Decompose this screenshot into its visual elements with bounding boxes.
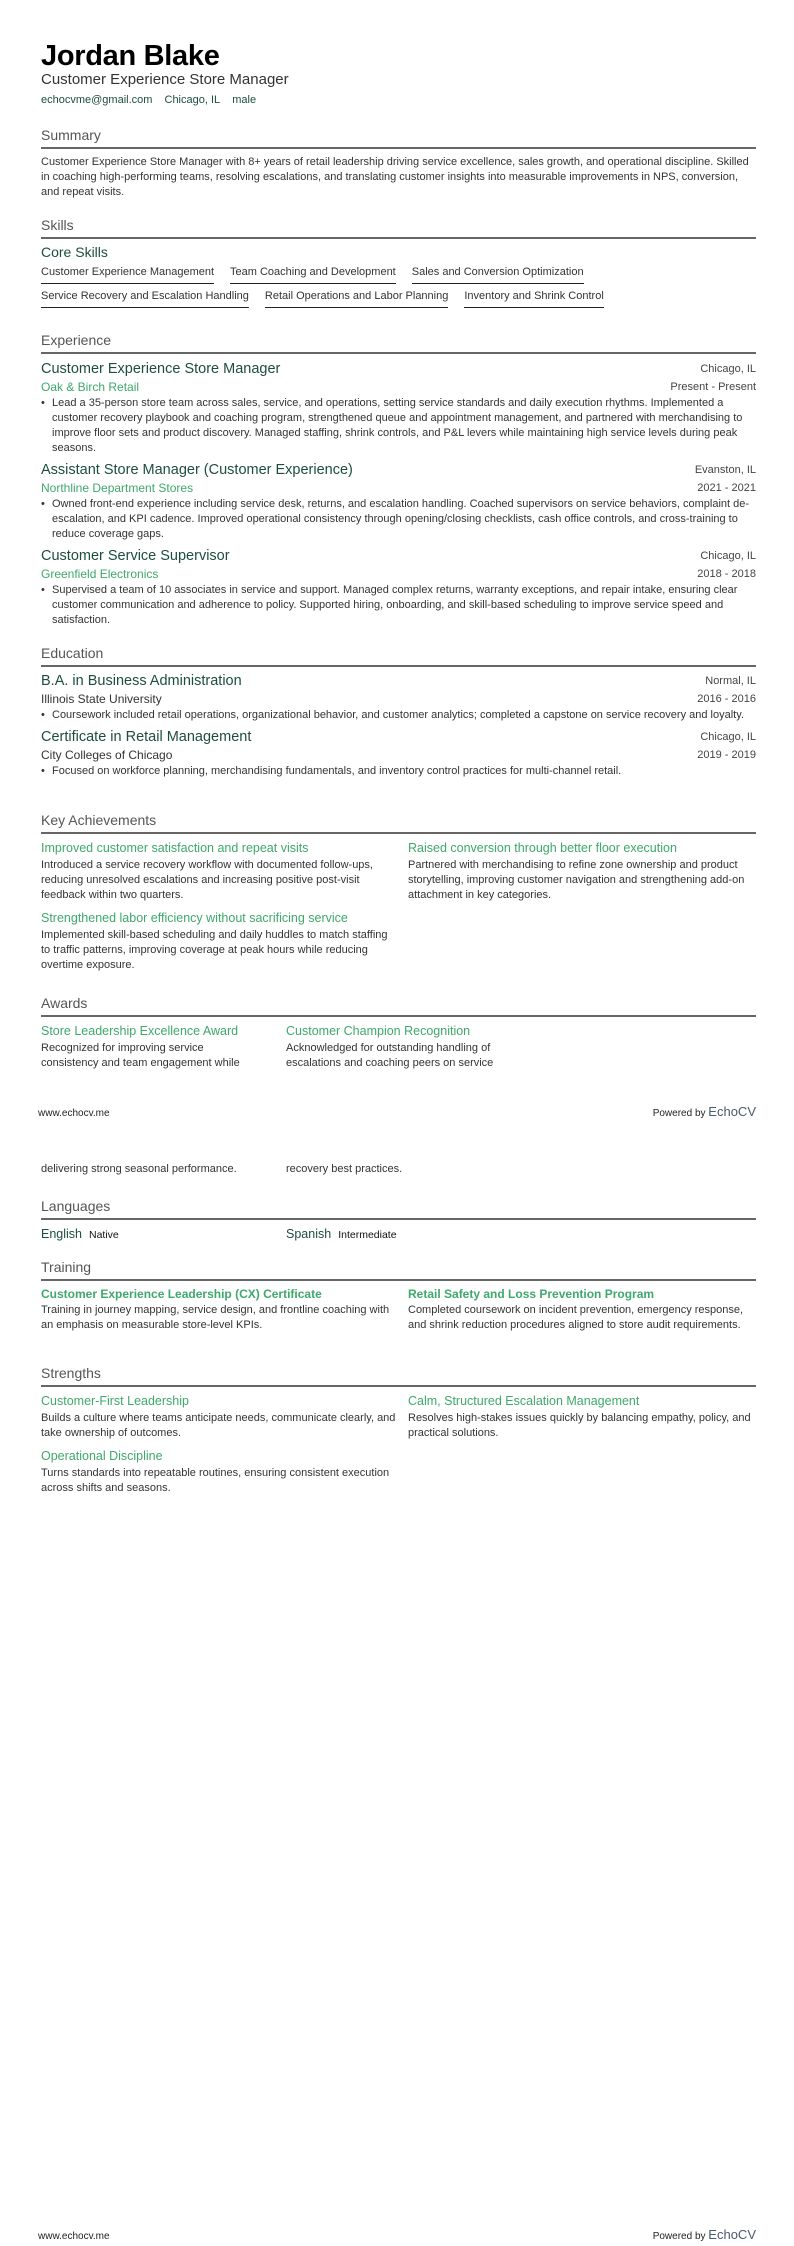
section-divider bbox=[41, 237, 756, 239]
achievements-list bbox=[41, 839, 756, 979]
language-level: Native bbox=[89, 1229, 119, 1241]
achievements-item bbox=[408, 839, 758, 909]
language-item bbox=[286, 1225, 531, 1243]
experience-company: Oak & Birch Retail bbox=[41, 380, 140, 394]
education-location: Normal, IL bbox=[705, 675, 756, 687]
skills-section bbox=[41, 216, 756, 308]
candidate-title: Customer Experience Store Manager bbox=[41, 71, 289, 88]
section-divider bbox=[41, 1015, 756, 1017]
languages-list bbox=[41, 1225, 756, 1243]
resume-page-2 bbox=[0, 1123, 794, 2246]
education-subheader bbox=[41, 690, 756, 708]
experience-entry bbox=[41, 360, 756, 456]
section-divider bbox=[41, 832, 756, 834]
footer-brand-logo: EchoCV bbox=[708, 2227, 756, 2242]
education-entry-header bbox=[41, 728, 756, 746]
experience-bullet: • Owned front-end experience including service desk, returns, and escalation handling. Coached supervisors on service behaviors, complaint de-escalation, and KPI cadence. Improved operational consistency through opening/closing checklists, cash office controls, and cross-training to reduce coverage gaps. bbox=[41, 497, 756, 542]
awards-continued bbox=[41, 1162, 756, 1183]
experience-dates: Present - Present bbox=[670, 381, 756, 393]
education-section bbox=[41, 644, 756, 784]
award-item bbox=[41, 1162, 256, 1183]
training-item-title: Customer Experience Leadership (CX) Certificate bbox=[41, 1287, 322, 1301]
achievements-section bbox=[41, 811, 756, 979]
education-dates: 2019 - 2019 bbox=[697, 749, 756, 761]
award-title: Customer Champion Recognition bbox=[286, 1024, 471, 1038]
education-list bbox=[41, 672, 756, 779]
strengths-item bbox=[408, 1392, 758, 1447]
skills-row bbox=[41, 290, 756, 308]
section-divider bbox=[41, 1218, 756, 1220]
awards-list bbox=[41, 1022, 756, 1077]
section-divider bbox=[41, 352, 756, 354]
experience-bullet: • Supervised a team of 10 associates in service and support. Managed complex returns, warranty exceptions, and repair intake, ensuring clear customer communication and adherence to policy. Supported hiring, onboarding, and skill-based scheduling to improve service speed and satisfaction. bbox=[41, 583, 756, 628]
section-heading: Summary bbox=[41, 127, 101, 143]
experience-entry-header bbox=[41, 461, 756, 479]
strengths-item-title: Calm, Structured Escalation Management bbox=[408, 1394, 640, 1408]
contact-line bbox=[41, 94, 756, 106]
achievements-item-text: Implemented skill-based scheduling and daily huddles to match staffing to traffic patterns, improving coverage at peak hours while reducing overtime exposure. bbox=[41, 929, 388, 971]
skill-tag: Service Recovery and Escalation Handling bbox=[41, 290, 249, 308]
skill-tag: Inventory and Shrink Control bbox=[464, 290, 603, 308]
education-location: Chicago, IL bbox=[700, 731, 756, 743]
experience-bullet: • Lead a 35-person store team across sales, service, and operations, setting service standards and daily execution rhythms. Implemented a customer recovery playbook and coaching program, strengthened queue and appointment management, and partnered with merchandising to improve floor sets and product discovery. Managed staffing, shrink controls, and P&L levers while maintaining high service levels during peak seasons. bbox=[41, 396, 756, 456]
footer-powered-by bbox=[653, 2227, 756, 2242]
experience-entry-header bbox=[41, 360, 756, 378]
experience-entry bbox=[41, 547, 756, 628]
training-item-text: Completed coursework on incident prevention, emergency response, and shrink reduction procedures aligned to store audit requirements. bbox=[408, 1304, 744, 1331]
strengths-item-title: Customer-First Leadership bbox=[41, 1394, 189, 1408]
experience-entry-header bbox=[41, 547, 756, 565]
education-bullet: • Coursework included retail operations, organizational behavior, and customer analytics; completed a capstone on service recovery and loyalty. bbox=[41, 708, 756, 723]
section-heading: Training bbox=[41, 1259, 92, 1275]
page-footer bbox=[38, 2227, 756, 2242]
footer-powered-by bbox=[653, 1104, 756, 1119]
award-text-continued: delivering strong seasonal performance. bbox=[41, 1163, 237, 1175]
training-item-text: Training in journey mapping, service design, and frontline coaching with an emphasis on measurable store-level KPIs. bbox=[41, 1304, 390, 1331]
skill-group-title: Core Skills bbox=[41, 244, 108, 260]
experience-title: Assistant Store Manager (Customer Experience) bbox=[41, 462, 353, 478]
strengths-item-text: Turns standards into repeatable routines, ensuring consistent execution across shifts and seasons. bbox=[41, 1467, 390, 1494]
achievements-item-text: Introduced a service recovery workflow with documented follow-ups, reducing unresolved escalations and increasing positive post-visit feedback within two quarters. bbox=[41, 859, 373, 901]
education-entry bbox=[41, 728, 756, 779]
language-name: English bbox=[41, 1227, 82, 1241]
contact-location: Chicago, IL bbox=[164, 94, 221, 106]
section-heading: Languages bbox=[41, 1198, 111, 1214]
section-divider bbox=[41, 1385, 756, 1387]
experience-subheader bbox=[41, 378, 756, 396]
experience-subheader bbox=[41, 565, 756, 583]
experience-dates: 2021 - 2021 bbox=[697, 482, 756, 494]
experience-list bbox=[41, 360, 756, 628]
languages-section bbox=[41, 1197, 756, 1243]
summary-section bbox=[41, 126, 756, 200]
training-section bbox=[41, 1258, 756, 1339]
achievements-item-title: Raised conversion through better floor execution bbox=[408, 841, 677, 855]
footer-site-link[interactable]: www.echocv.me bbox=[38, 2231, 110, 2242]
section-divider bbox=[41, 1279, 756, 1281]
education-bullet: • Focused on workforce planning, merchandising fundamentals, and inventory control practices for multi-channel retail. bbox=[41, 764, 756, 779]
experience-company: Northline Department Stores bbox=[41, 481, 194, 495]
powered-by-label: Powered by bbox=[652, 2231, 706, 2242]
training-item bbox=[41, 1285, 398, 1339]
strengths-item bbox=[41, 1392, 398, 1447]
strengths-item-text: Resolves high-stakes issues quickly by balancing empathy, policy, and practical solutions. bbox=[408, 1412, 751, 1439]
award-item bbox=[41, 1022, 256, 1077]
strengths-item-text: Builds a culture where teams anticipate needs, communicate clearly, and take ownership of outcomes. bbox=[41, 1412, 396, 1439]
skill-tag: Customer Experience Management bbox=[41, 266, 214, 284]
strengths-list bbox=[41, 1392, 756, 1502]
experience-entry bbox=[41, 461, 756, 542]
language-level: Intermediate bbox=[338, 1229, 397, 1241]
awards-section bbox=[41, 994, 756, 1077]
footer-site-link[interactable]: www.echocv.me bbox=[38, 1108, 110, 1119]
education-subheader bbox=[41, 746, 756, 764]
award-title: Store Leadership Excellence Award bbox=[41, 1024, 239, 1038]
section-heading: Key Achievements bbox=[41, 812, 157, 828]
skill-tag: Team Coaching and Development bbox=[230, 266, 396, 284]
experience-subheader bbox=[41, 479, 756, 497]
achievements-item bbox=[41, 839, 398, 909]
award-text-continued: recovery best practices. bbox=[286, 1163, 403, 1175]
training-list bbox=[41, 1285, 756, 1339]
summary-text: Customer Experience Store Manager with 8+ years of retail leadership driving service excellence, sales growth, and operational discipline. Skilled in coaching high-performing teams, resolving escalations, and translating customer insights into measurable improvements in NPS, conversion, and repeat visits. bbox=[41, 156, 749, 198]
achievements-item-title: Strengthened labor efficiency without sacrificing service bbox=[41, 911, 348, 925]
experience-location: Chicago, IL bbox=[700, 550, 756, 562]
education-school: Illinois State University bbox=[41, 692, 162, 706]
experience-location: Evanston, IL bbox=[694, 464, 756, 476]
experience-company: Greenfield Electronics bbox=[41, 567, 159, 581]
section-heading: Education bbox=[41, 645, 104, 661]
page-footer bbox=[38, 1104, 756, 1119]
skill-tag: Sales and Conversion Optimization bbox=[412, 266, 584, 284]
language-item bbox=[41, 1225, 286, 1243]
award-text: Acknowledged for outstanding handling of escalations and coaching peers on service bbox=[286, 1042, 494, 1069]
education-dates: 2016 - 2016 bbox=[697, 693, 756, 705]
education-entry bbox=[41, 672, 756, 723]
strengths-item bbox=[41, 1447, 398, 1502]
experience-section bbox=[41, 331, 756, 633]
powered-by-label: Powered by bbox=[652, 1108, 706, 1119]
award-text: Recognized for improving service consistency and team engagement while bbox=[41, 1042, 240, 1069]
training-item bbox=[408, 1285, 758, 1339]
education-entry-header bbox=[41, 672, 756, 690]
contact-gender: male bbox=[232, 94, 257, 106]
award-item bbox=[286, 1162, 501, 1183]
language-name: Spanish bbox=[286, 1227, 332, 1241]
education-title: Certificate in Retail Management bbox=[41, 729, 252, 745]
contact-email[interactable]: echocvme@gmail.com bbox=[41, 94, 153, 106]
section-divider bbox=[41, 665, 756, 667]
award-item bbox=[286, 1022, 501, 1077]
skill-tag: Retail Operations and Labor Planning bbox=[265, 290, 448, 308]
skills-list bbox=[41, 266, 756, 308]
skills-row bbox=[41, 266, 756, 284]
strengths-item-title: Operational Discipline bbox=[41, 1449, 163, 1463]
section-heading: Skills bbox=[41, 217, 74, 233]
achievements-item-text: Partnered with merchandising to refine zone ownership and product storytelling, improving customer navigation and strengthening add-on attachment in key categories. bbox=[408, 859, 745, 901]
achievements-item-title: Improved customer satisfaction and repeat visits bbox=[41, 841, 309, 855]
experience-title: Customer Experience Store Manager bbox=[41, 361, 281, 377]
section-heading: Experience bbox=[41, 332, 112, 348]
training-item-title: Retail Safety and Loss Prevention Program bbox=[408, 1287, 655, 1301]
achievements-item bbox=[41, 909, 398, 979]
education-school: City Colleges of Chicago bbox=[41, 748, 173, 762]
section-heading: Awards bbox=[41, 995, 88, 1011]
experience-dates: 2018 - 2018 bbox=[697, 568, 756, 580]
candidate-name: Jordan Blake bbox=[41, 40, 220, 72]
section-heading: Strengths bbox=[41, 1365, 101, 1381]
experience-location: Chicago, IL bbox=[700, 363, 756, 375]
section-divider bbox=[41, 147, 756, 149]
strengths-section bbox=[41, 1364, 756, 1502]
experience-title: Customer Service Supervisor bbox=[41, 548, 230, 564]
education-title: B.A. in Business Administration bbox=[41, 673, 242, 689]
footer-brand-logo: EchoCV bbox=[708, 1104, 756, 1119]
